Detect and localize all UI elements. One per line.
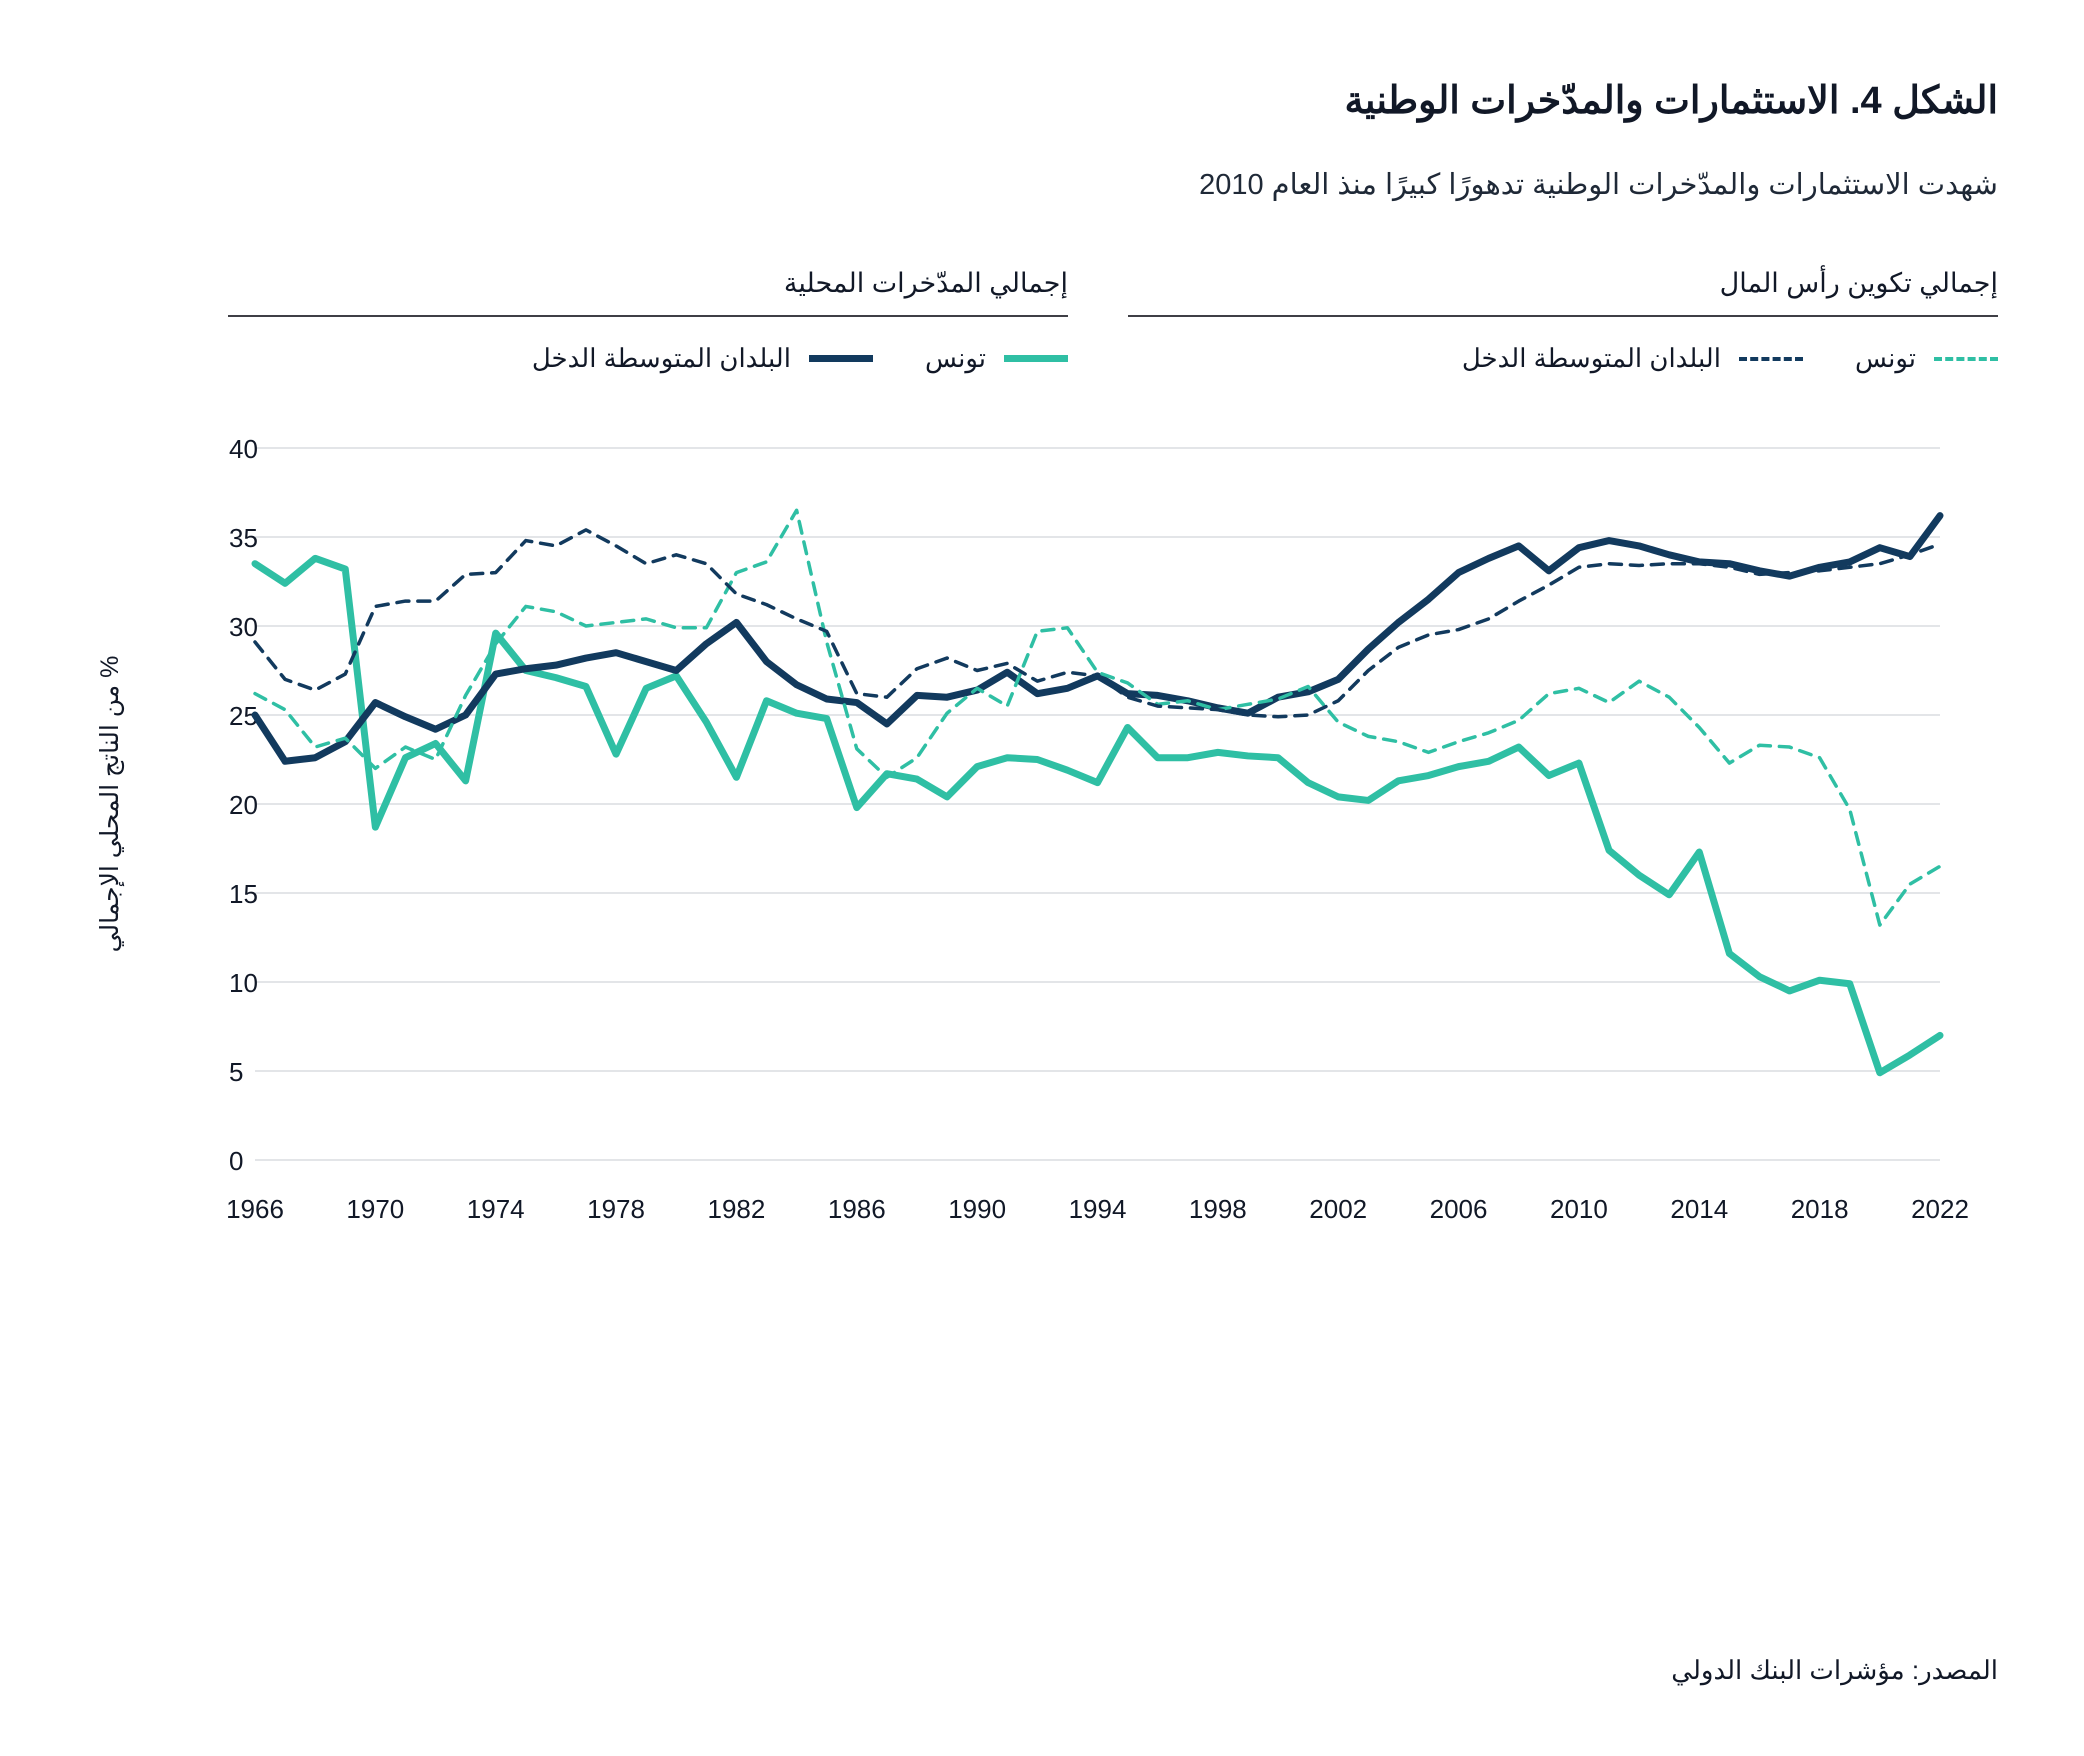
y-axis-title: % من الناتج المحلي الإجمالي [96,655,124,953]
x-axis-tick-label: 1974 [466,1194,525,1224]
x-axis-tick-label: 2002 [1309,1194,1368,1224]
y-axis-tick-label: 25 [229,701,258,731]
legend-swatch-line-icon [1934,357,1998,361]
y-axis-tick-label: 20 [229,790,258,820]
legend-group-heading: إجمالي المدّخرات المحلية [228,268,1068,317]
legend-swatch-line-icon [1004,355,1068,362]
legend-items [1128,317,1998,374]
legend-group-capital-formation [1128,268,1998,374]
x-axis-tick-label: 1978 [587,1194,645,1224]
legend-item-label: تونس [924,343,986,373]
x-axis-tick-label: 1994 [1068,1194,1127,1224]
y-axis-tick-label: 0 [229,1146,244,1176]
y-axis-tick-label: 15 [229,879,258,909]
figure-page [0,78,2084,1756]
y-axis-tick-label: 40 [229,434,258,464]
x-axis-tick-label: 1998 [1188,1194,1247,1224]
legend-items [228,317,1068,374]
legend-group-heading: إجمالي تكوين رأس المال [1128,268,1998,317]
x-axis-tick-label: 2018 [1790,1194,1849,1224]
x-axis-tick-label: 1966 [226,1194,284,1224]
series-line-0 [255,558,1940,1072]
legend-item-label: البلدان المتوسطة الدخل [1461,343,1721,373]
y-axis-tick-label: 5 [229,1057,244,1087]
x-axis-tick-label: 1970 [346,1194,405,1224]
legend-area [86,268,1998,374]
line-chart [0,418,2084,1318]
x-axis-tick-label: 2006 [1429,1194,1488,1224]
y-axis-tick-label: 10 [229,968,258,998]
x-axis-tick-label: 2010 [1550,1194,1608,1224]
x-axis-tick-label: 1982 [707,1194,766,1224]
x-axis-tick-label: 2022 [1911,1194,1969,1224]
figure-subtitle: شهدت الاستثمارات والمدّخرات الوطنية تدهورًا كبيرًا منذ العام 2010 [1199,169,1998,201]
page-title: الشكل 4. الاستثمارات والمدّخرات الوطنية [1344,80,1998,122]
series-line-2 [255,510,1940,925]
y-axis-tick-label: 30 [229,612,258,642]
legend-swatch-line-icon [1739,357,1803,361]
legend-item-label: البلدان المتوسطة الدخل [531,343,791,373]
legend-item-middle-income-gcf [1462,343,1803,374]
legend-swatch-line-icon [809,355,873,362]
x-axis-tick-label: 1990 [948,1194,1007,1224]
legend-item-label: تونس [1854,343,1916,373]
source-note: المصدر: مؤشرات البنك الدولي [1671,1655,1998,1685]
series-line-1 [255,516,1940,762]
y-axis-tick-label: 35 [229,523,258,553]
chart-container [0,418,2084,1318]
legend-group-domestic-savings [228,268,1068,374]
legend-item-tunisia-gcf [1855,343,1998,374]
x-axis-tick-label: 1986 [827,1194,886,1224]
legend-item-middle-income-savings [532,343,873,374]
legend-item-tunisia-savings [925,343,1068,374]
x-axis-tick-label: 2014 [1670,1194,1729,1224]
